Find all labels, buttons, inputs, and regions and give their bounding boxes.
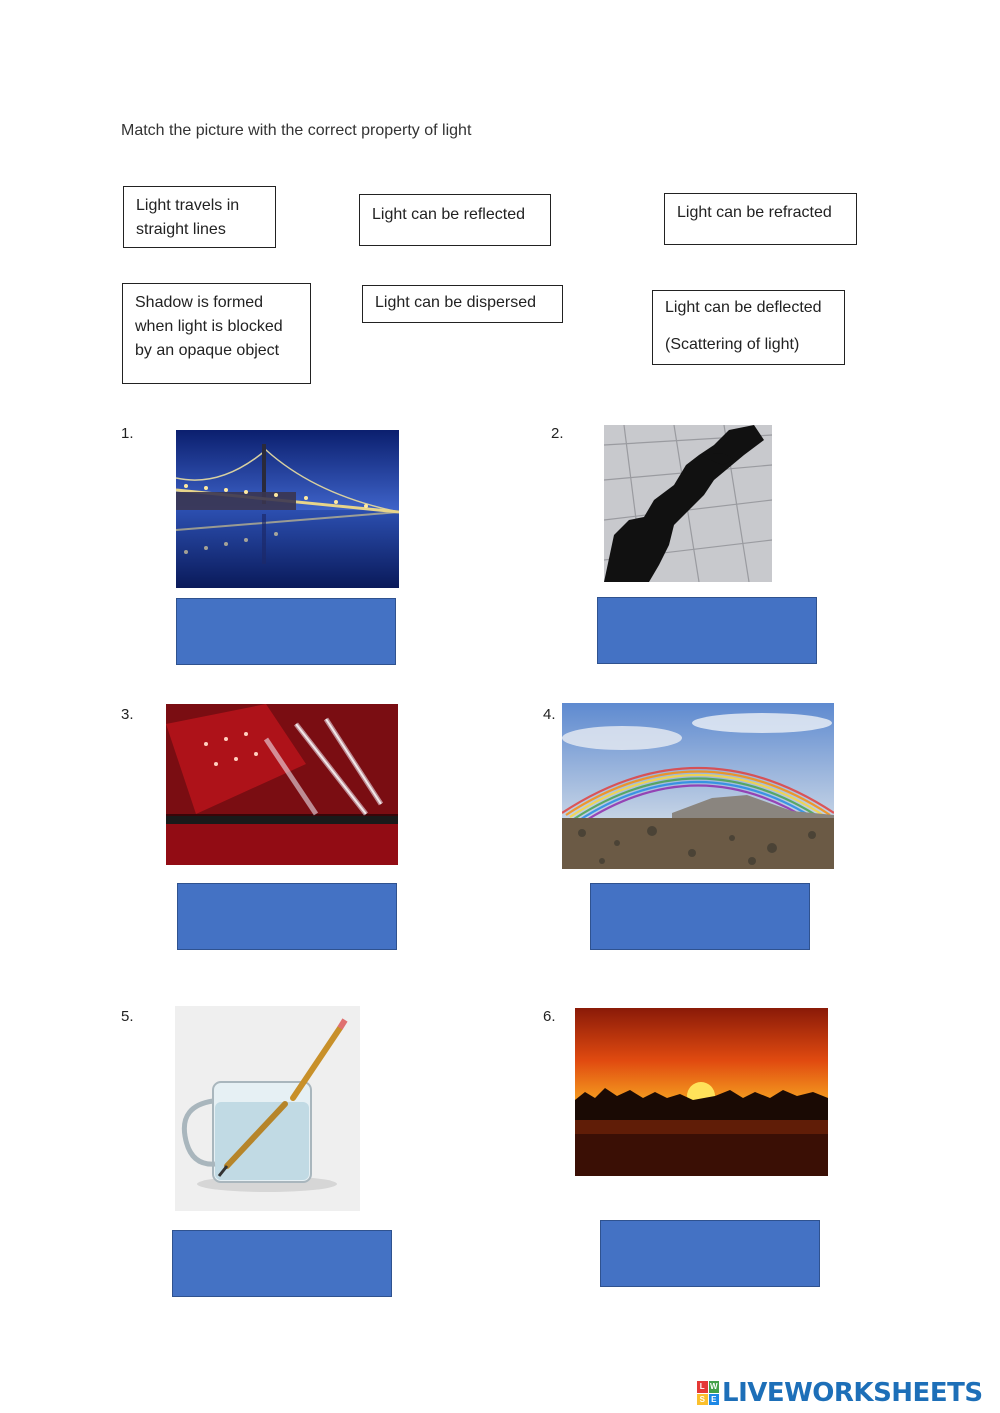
- option-dispersed: [362, 285, 563, 323]
- option-line: Light can be deflected: [665, 299, 822, 316]
- option-line: straight lines: [136, 221, 226, 238]
- question-number: 3.: [121, 706, 134, 723]
- question-number: 4.: [543, 706, 556, 723]
- question-number: 2.: [551, 425, 564, 442]
- option-deflected: [652, 290, 845, 365]
- answer-box-6[interactable]: [600, 1220, 820, 1287]
- logo-letter: W: [709, 1382, 718, 1392]
- question-number: 1.: [121, 425, 134, 442]
- stage-light-beams-image: [166, 704, 398, 865]
- option-straight-lines: [123, 186, 276, 248]
- option-line: Light can be reflected: [372, 206, 525, 223]
- shadow-image: [604, 425, 772, 582]
- answer-box-5[interactable]: [172, 1230, 392, 1297]
- logo-mark-icon: [697, 1381, 719, 1405]
- option-line: (Scattering of light): [665, 336, 800, 353]
- question-number: 5.: [121, 1008, 134, 1025]
- option-line: Light can be dispersed: [375, 294, 536, 311]
- answer-box-1[interactable]: [176, 598, 396, 665]
- pencil-in-water-image: [175, 1006, 360, 1211]
- instruction-text: Match the picture with the correct property of light: [121, 122, 472, 139]
- option-reflected: [359, 194, 551, 246]
- logo-letter: L: [697, 1381, 708, 1393]
- sunset-image: [575, 1008, 828, 1176]
- option-line: Light travels in: [136, 197, 240, 214]
- option-line: Light can be refracted: [677, 204, 832, 221]
- option-shadow: [122, 283, 311, 384]
- option-refracted: [664, 193, 857, 245]
- rainbow-image: [562, 703, 834, 869]
- answer-box-3[interactable]: [177, 883, 397, 950]
- bridge-reflection-image: [176, 430, 399, 588]
- option-line: Shadow is formed: [135, 294, 264, 311]
- option-line: when light is blocked: [135, 318, 283, 335]
- answer-box-2[interactable]: [597, 597, 817, 664]
- liveworksheets-logo: [697, 1378, 983, 1408]
- logo-text: LIVEWORKSHEETS: [722, 1378, 983, 1408]
- option-line: by an opaque object: [135, 342, 280, 359]
- question-number: 6.: [543, 1008, 556, 1025]
- answer-box-4[interactable]: [590, 883, 810, 950]
- logo-letter: S: [697, 1394, 708, 1406]
- logo-letter: E: [709, 1394, 720, 1406]
